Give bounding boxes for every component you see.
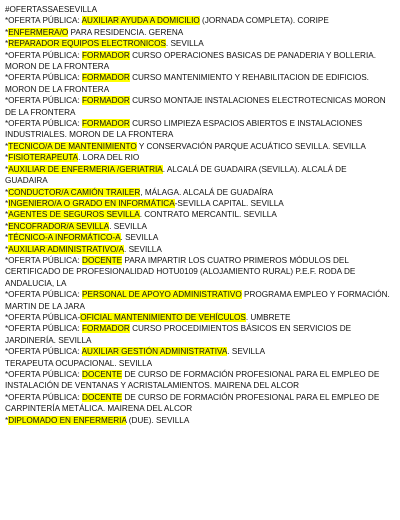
offer-prefix: * <box>5 141 9 151</box>
offer-details: . SEVILLA <box>165 39 204 49</box>
job-offer-item <box>5 164 391 187</box>
job-offer-item <box>5 244 391 255</box>
offer-details: DE CURSO DE FORMACIÓN PROFESIONAL PARA EL EMPLEO DE CARPINTERÍA METÁLICA. MAIRENA DEL ALCOR <box>5 392 380 414</box>
offer-prefix: *OFERTA PÚBLICA: <box>5 73 83 83</box>
job-offer-item <box>5 118 391 141</box>
offer-details: Y CONSERVACIÓN PARQUE ACUÁTICO SEVILLA. SEVILLA <box>136 141 366 151</box>
offer-position-highlight: DIPLOMADO EN ENFERMERIA <box>8 415 127 425</box>
offer-details: . SEVILLA <box>227 347 266 357</box>
job-offer-item <box>5 369 391 392</box>
offer-position-highlight: REPARADOR EQUIPOS ELECTRONICOS <box>8 39 166 49</box>
offer-position-highlight: AGENTES DE SEGUROS SEVILLA <box>8 210 140 220</box>
offer-prefix: * <box>5 221 9 231</box>
offer-position-highlight: TÉCNICO-A INFORMÁTICO-A <box>8 233 121 243</box>
offer-position-highlight: FISIOTERAPEUTA <box>8 153 79 163</box>
offer-position-highlight: DOCENTE <box>82 370 123 379</box>
job-offer-item <box>5 289 391 312</box>
job-offer-item <box>5 187 391 198</box>
job-offers-document <box>5 4 391 426</box>
job-offer-item <box>5 221 391 232</box>
offer-prefix: *OFERTA PÚBLICA: <box>5 119 83 129</box>
job-offer-item <box>5 323 391 346</box>
job-offer-item <box>5 50 391 73</box>
offer-prefix: *OFERTA PÚBLICA: <box>5 370 83 379</box>
offer-prefix: * <box>5 164 9 174</box>
job-offer-item <box>5 95 391 118</box>
offer-details: , MÁLAGA. ALCALÁ DE GUADAÍRA <box>140 187 274 197</box>
offer-details: . SEVILLA <box>124 244 162 254</box>
offer-position-highlight: AUXILIAR GESTIÓN ADMINISTRATIVA <box>81 347 228 357</box>
offer-position-highlight: ENFERMERA/O <box>8 27 69 37</box>
offer-position-highlight: CONDUCTOR/A CAMIÓN TRAILER <box>8 187 141 197</box>
job-offer-list <box>5 15 391 426</box>
offer-prefix: * <box>5 39 9 49</box>
offer-prefix: *OFERTA PÚBLICA: <box>5 324 83 334</box>
job-offer-item <box>5 392 391 415</box>
offer-position-highlight: DOCENTE <box>82 255 123 265</box>
offer-prefix: * <box>5 415 9 425</box>
offer-position-highlight: FORMADOR <box>82 50 130 60</box>
offer-details: . SEVILLA <box>120 233 159 243</box>
offer-prefix: * <box>5 244 9 254</box>
offer-position-highlight: INGENIERO/A O GRADO EN INFORMÁTICA <box>8 198 175 208</box>
job-offer-item <box>5 141 391 152</box>
offer-prefix: * <box>5 198 9 208</box>
offer-position-highlight: OFICIAL MANTENIMIENTO DE VEHÍCULOS <box>80 312 246 322</box>
job-offer-item <box>5 72 391 95</box>
offer-position-highlight: PERSONAL DE APOYO ADMINISTRATIVO <box>82 290 242 300</box>
offer-details: CURSO MONTAJE INSTALACIONES ELECTROTECNICAS MORON DE LA FRONTERA <box>5 96 386 117</box>
offer-position-highlight: DOCENTE <box>82 392 123 402</box>
offer-position-highlight: AUXILIAR DE ENFERMERIA /GERIATRIA <box>8 164 163 174</box>
offer-details: CURSO MANTENIMIENTO Y REHABILITACION DE EDIFICIOS. MORON DE LA FRONTERA <box>5 73 369 94</box>
job-offer-item <box>5 27 391 38</box>
offer-details: (JORNADA COMPLETA). CORIPE <box>199 16 329 26</box>
offer-position-highlight: ENCOFRADOR/A SEVILLA <box>8 221 110 231</box>
offer-details: DE CURSO DE FORMACIÓN PROFESIONAL PARA EL EMPLEO DE INSTALACIÓN DE VENTANAS Y ACRISTALAMIENTOS. MAIRENA DEL ALCOR <box>5 370 380 391</box>
offer-details: PARA IMPARTIR LOS CUATRO PRIMEROS MÓDULOS DEL CERTIFICADO DE PROFESIONALIDAD HOTU0109 (ALOJAMIENTO RURAL) P.E.F. RODA DE ANDALUCIA, LA <box>5 255 356 288</box>
job-offer-item <box>5 209 391 220</box>
offer-position-highlight: AUXILIAR ADMINISTRATIVO/A <box>8 244 125 254</box>
offer-prefix: *OFERTA PÚBLICA- <box>5 312 81 322</box>
offer-details: CURSO LIMPIEZA ESPACIOS ABIERTOS E INSTALACIONES INDUSTRIALES. MORON DE LA FRONTERA <box>5 119 363 140</box>
job-offer-item <box>5 38 391 49</box>
offer-details: TERAPEUTA OCUPACIONAL. SEVILLA <box>5 358 153 368</box>
offer-details: . SEVILLA <box>109 221 147 231</box>
job-offer-item <box>5 232 391 243</box>
offer-details: . LORA DEL RIO <box>78 153 140 163</box>
offer-prefix: * <box>5 233 9 243</box>
offer-details: . ALCALÁ DE GUADAIRA (SEVILLA). ALCALÁ DE GUADAIRA <box>5 164 347 186</box>
job-offer-item <box>5 255 391 289</box>
offer-position-highlight: FORMADOR <box>82 119 130 129</box>
offer-details: (DUE). SEVILLA <box>126 415 190 425</box>
offer-position-highlight: TECNICO/A DE MANTENIMIENTO <box>8 141 137 151</box>
offer-prefix: * <box>5 153 9 163</box>
offer-prefix: * <box>5 210 9 220</box>
offer-prefix: *OFERTA PÚBLICA: <box>5 392 83 402</box>
job-offer-item <box>5 346 391 357</box>
offer-prefix: * <box>5 27 9 37</box>
offer-details: CURSO PROCEDIMIENTOS BÁSICOS EN SERVICIOS DE JARDINERÍA. SEVILLA <box>5 324 352 345</box>
job-offer-item <box>5 415 391 426</box>
job-offer-item <box>5 312 391 323</box>
offer-prefix: *OFERTA PÚBLICA: <box>5 347 82 357</box>
offer-prefix: *OFERTA PÚBLICA: <box>5 290 83 300</box>
offer-details: PARA RESIDENCIA. GERENA <box>68 27 184 37</box>
offer-prefix: *OFERTA PÚBLICA: <box>5 16 82 26</box>
job-offer-item <box>5 15 391 26</box>
offer-prefix: *OFERTA PÚBLICA: <box>5 96 83 106</box>
offer-position-highlight: FORMADOR <box>82 96 130 106</box>
offer-prefix: * <box>5 187 9 197</box>
offer-prefix: *OFERTA PÚBLICA: <box>5 50 83 60</box>
offer-details: PROGRAMA EMPLEO Y FORMACIÓN. MARTIN DE LA JARA <box>5 290 390 311</box>
offer-position-highlight: FORMADOR <box>82 324 130 334</box>
job-offer-item <box>5 152 391 163</box>
offer-details: CURSO OPERACIONES BASICAS DE PANADERIA Y BOLLERIA. MORON DE LA FRONTERA <box>5 50 376 72</box>
job-offer-item <box>5 198 391 209</box>
offer-details: -SEVILLA CAPITAL. SEVILLA <box>174 198 284 208</box>
offer-prefix: *OFERTA PÚBLICA: <box>5 255 83 265</box>
offer-details: . CONTRATO MERCANTIL. SEVILLA <box>139 210 277 220</box>
offer-position-highlight: AUXILIAR AYUDA A DOMICILIO <box>81 16 200 26</box>
job-offer-item <box>5 358 391 369</box>
offer-details: . UMBRETE <box>245 312 291 322</box>
offer-position-highlight: FORMADOR <box>82 73 130 83</box>
document-header: #OFERTASSAESEVILLA <box>5 5 98 14</box>
